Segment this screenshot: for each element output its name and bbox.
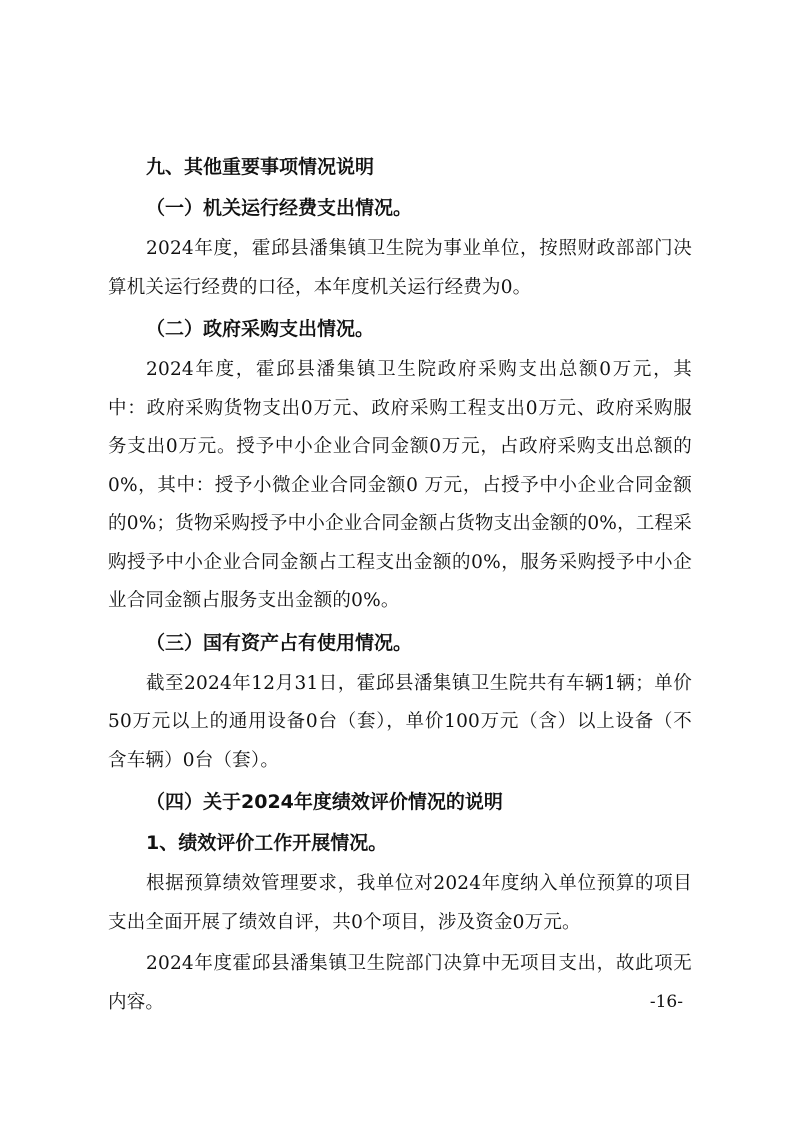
- section-4-title: （四）关于2024年度绩效评价情况的说明: [146, 791, 503, 813]
- document-body: [108, 148, 692, 1025]
- section-1-title: （一）机关运行经费支出情况。: [146, 197, 413, 219]
- section-3-title: （三）国有资产占有使用情况。: [146, 631, 413, 654]
- section-2-paragraph: 2024年度，霍邱县潘集镇卫生院政府采购支出总额0万元，其中：政府采购货物支出0万元、政府采购工程支出0万元、政府采购服务支出0万元。授予中小企业合同金额0万元，占政府采购支出总额的0%，其中：授予小微企业合同金额0 万元，占授予中小企业合同金额的0%；货物采购授予中小企业合同金额占货物支出金额的0%，工程采购授予中小企业合同金额占工程支出金额的0%，服务采购授予中小企业合同金额占服务支出金额的0%。: [108, 359, 692, 611]
- subsection-4-1-title: 1、绩效评价工作开展情况。: [146, 832, 388, 854]
- page-number: -16-: [649, 992, 683, 1012]
- subsection-4-1-paragraph-1: 根据预算绩效管理要求，我单位对2024年度纳入单位预算的项目支出全面开展了绩效自评，共0个项目，涉及资金0万元。: [108, 873, 692, 933]
- section-2-title: （二）政府采购支出情况。: [146, 318, 375, 340]
- subsection-4-1-paragraph-2: 2024年度霍邱县潘集镇卫生院部门决算中无项目支出，故此项无内容。: [108, 953, 692, 1013]
- section-3-paragraph: 截至2024年12月31日，霍邱县潘集镇卫生院共有车辆1辆；单价50万元以上的通用设备0台（套），单价100万元（含）以上设备（不含车辆）0台（套）。: [108, 672, 692, 771]
- main-heading: 九、其他重要事项情况说明: [146, 156, 375, 178]
- section-1-paragraph: 2024年度，霍邱县潘集镇卫生院为事业单位，按照财政部部门决算机关运行经费的口径，本年度机关运行经费为0。: [108, 238, 692, 298]
